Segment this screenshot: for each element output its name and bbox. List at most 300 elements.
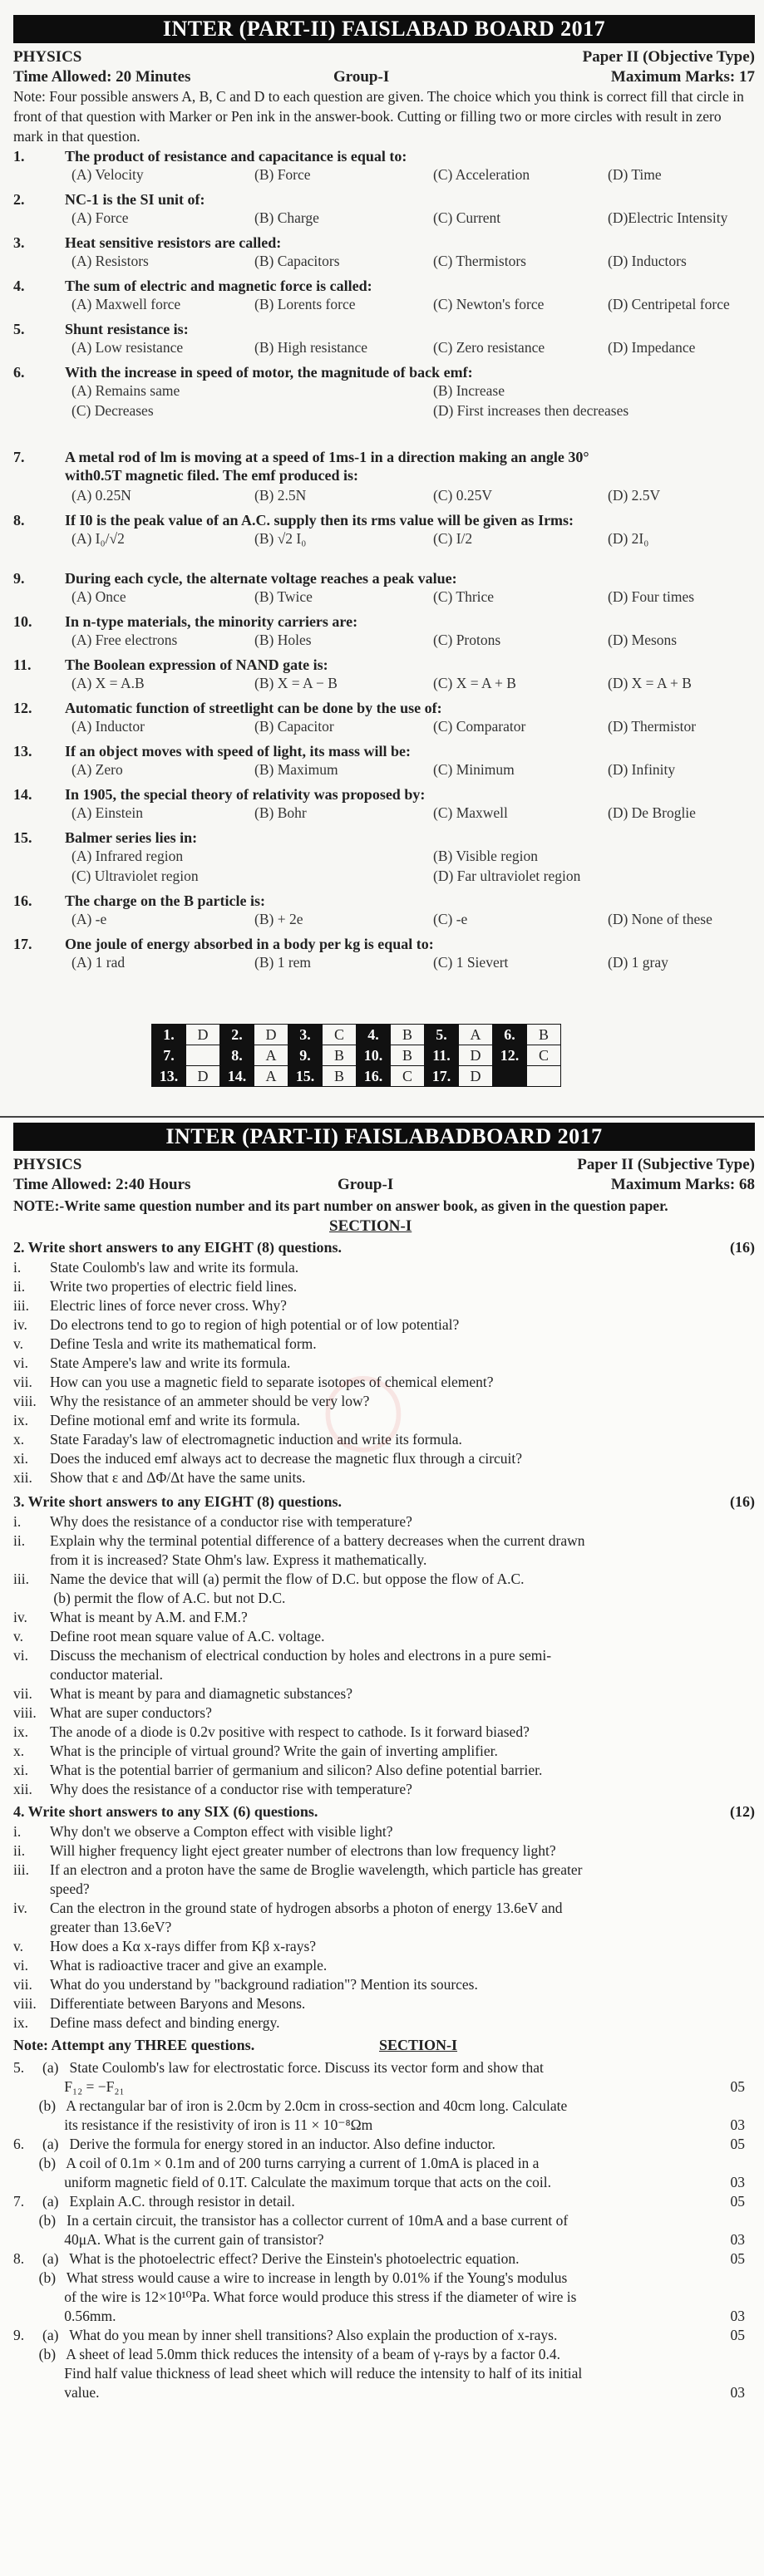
long-question-text: (b) In a certain circuit, the transistor has a collector current of 10mA and a base current of [13,2212,569,2229]
mcq-option: (C) Acceleration [433,166,530,183]
mcq-option: (C) Maxwell [433,804,508,821]
answer-key-letter: D [186,1025,220,1045]
mcq-option: (D) Thermistor [608,718,697,735]
answer-key-number: 16. [357,1066,391,1087]
long-question-line [13,2173,745,2192]
mcq-option: (D) Four times [608,588,695,605]
answer-key-letter [527,1066,561,1087]
item-text: speed? [50,1880,90,1897]
long-question-line [13,2077,745,2097]
mcq-option: (D) 2I₀ [608,530,649,547]
mcq-option: (D) De Broglie [608,804,696,821]
answer-key-letter: A [254,1066,288,1087]
question-number: 5. [13,321,25,337]
item-number: ix. [13,1723,28,1740]
item-number: viii. [13,1995,37,2012]
question-stem: In n-type materials, the minority carriers are: [65,613,358,630]
mcq-option: (D) Time [608,166,662,183]
answer-key-letter: B [323,1066,357,1087]
item-number: x. [13,1431,25,1448]
mcq-option: (C) Comparator [433,718,526,735]
long-question-line [13,2135,745,2154]
question-stem: Shunt resistance is: [65,321,189,337]
short-question-item [13,1316,459,1334]
question-heading-text: 3. Write short answers to any EIGHT (8) questions. [13,1493,343,1510]
answer-key-number: 17. [425,1066,459,1087]
item-text: Discuss the mechanism of electrical conduction by holes and electrons in a pure semi- [50,1647,552,1664]
item-number: iii. [13,1571,29,1587]
mcq-option: (B) High resistance [254,339,368,356]
question-number: 2. [13,191,25,208]
question-number: 3. [13,234,25,251]
mcq-option: (C) X = A + B [433,675,516,691]
mcq-option: (D) Inductors [608,253,687,269]
long-question-text: of the wire is 12×10¹⁰Pa. What force would produce this stress if the diameter of wire is [13,2288,577,2305]
item-number: xi. [13,1450,28,1467]
long-question-line [13,2230,745,2249]
watermark-graphic: ◯ [302,1354,416,1469]
question-heading [13,1803,755,1821]
mcq-option: (B) 1 rem [254,954,312,971]
item-number: ii. [13,1842,26,1859]
item-number: vi. [13,1354,28,1371]
short-question-item [13,1743,498,1760]
mcq-option: (B) Visible region [433,848,538,864]
item-text: The anode of a diode is 0.2v positive with respect to cathode. Is it forward biased? [50,1723,530,1740]
short-question-item [13,1450,522,1467]
question-stem: Balmer series lies in: [65,829,198,846]
long-question-text: 6. (a) Derive the formula for energy stored in an inductor. Also define inductor. [13,2136,495,2152]
mcq-option: (A) Inductor [71,718,145,735]
mcq-option: (D) Infinity [608,761,676,778]
long-question-text: 0.56mm. [13,2308,116,2324]
short-question-item [13,1393,369,1410]
mcq-option: (C) Newton's force [433,296,545,312]
item-number: x. [13,1743,25,1759]
item-number: v. [13,1335,23,1352]
short-question-item [13,1609,248,1626]
long-question-text: 40μA. What is the current gain of transistor? [13,2231,324,2248]
mcq-option: (B) 2.5N [254,487,307,504]
short-question-item [13,1469,306,1487]
long-question-text: uniform magnetic field of 0.1T. Calculate the maximum torque that acts on the coil. [13,2174,552,2190]
long-question-line [13,2383,745,2402]
item-text: Why the resistance of an ammeter should be very low? [50,1393,370,1409]
question-number: 13. [13,743,32,760]
mcq-option: (A) Force [71,209,129,226]
answer-key-letter [186,1045,220,1066]
item-number: vii. [13,1976,32,1993]
short-question-item [13,1571,525,1588]
item-text: Electric lines of force never cross. Why? [50,1297,287,1314]
item-text: Will higher frequency light eject greater number of electrons than low frequency light? [50,1842,556,1859]
question-number: 11. [13,656,32,673]
long-question-line [13,2154,745,2173]
item-number: xii. [13,1469,32,1486]
short-question-item [13,1976,478,1993]
answer-key-number: 10. [357,1045,391,1066]
item-text: State Faraday's law of electromagnetic induction and write its formula. [50,1431,462,1448]
short-question-item [13,1297,287,1315]
short-question-item [13,1354,290,1372]
short-question-item [13,1900,563,1917]
item-number: viii. [13,1393,37,1409]
question-stem: The charge on the B particle is: [65,892,265,909]
mcq-option: (A) 0.25N [71,487,131,504]
paper-label: Paper II (Objective Type) [582,48,755,66]
time-label: Time Allowed: 2:40 Hours [13,1176,191,1193]
time-label: Time Allowed: 20 Minutes [13,68,191,86]
long-question-marks: 03 [730,2384,745,2401]
mcq-option: (B) Lorents force [254,296,356,312]
answer-key-number: 1. [152,1025,186,1045]
long-question-line [13,2345,745,2364]
short-question-item [13,1995,305,2013]
mcq-option: (C) 1 Sievert [433,954,509,971]
mcq-option: (B) Holes [254,632,312,648]
item-number: ix. [13,2014,28,2031]
item-number: i. [13,1259,22,1276]
mcq-option: (C) -e [433,911,468,927]
mcq-option: (A) X = A.B [71,675,145,691]
section-2-heading: SECTION-I [379,2037,458,2053]
subjective-banner: INTER (PART-II) FAISLABADBOARD 2017 [13,1123,755,1151]
mcq-option: (A) Einstein [71,804,144,821]
short-question-item [13,1551,426,1569]
short-question-item [13,1823,393,1841]
mcq-option: (A) 1 rad [71,954,126,971]
item-text: What is the potential barrier of germanium and silicon? Also define potential barrier. [50,1762,543,1778]
long-question-marks: 03 [730,2174,745,2190]
item-number: ii. [13,1532,26,1549]
answer-key-row [152,1045,561,1066]
answer-key-number: 13. [152,1066,186,1087]
mcq-option: (C) 0.25V [433,487,492,504]
answer-key-table [151,1024,561,1087]
question-stem: The product of resistance and capacitance is equal to: [65,148,407,165]
question-stem: NC-1 is the SI unit of: [65,191,205,208]
long-question-text: (b) A coil of 0.1m × 0.1m and of 200 turns carrying a current of 1.0mA is placed in a [13,2155,540,2171]
item-number: iv. [13,1609,27,1625]
short-question-item [13,1704,212,1722]
mcq-option: (D) None of these [608,911,712,927]
subject-label: PHYSICS [13,48,82,66]
question-stem: A metal rod of lm is moving at a speed of 1ms-1 in a direction making an angle 30° [65,449,589,465]
marks-label: Maximum Marks: 17 [610,68,755,86]
answer-key-number: 8. [220,1045,254,1066]
long-question-marks: 05 [730,2136,745,2152]
short-question-item [13,1532,585,1550]
objective-section [0,0,764,1118]
item-text: What do you understand by "background radiation"? Mention its sources. [50,1976,478,1993]
mcq-option: (B) X = A − B [254,675,338,691]
mcq-option: (A) -e [71,911,107,927]
item-number: vi. [13,1957,28,1974]
mcq-option: (A) I₀/√2 [71,530,125,547]
item-number: iii. [13,1861,29,1878]
item-text: Define Tesla and write its mathematical form. [50,1335,317,1352]
item-text: Define mass defect and binding energy. [50,2014,280,2031]
question-stem: The sum of electric and magnetic force is called: [65,278,372,294]
item-text: Does the induced emf always act to decrease the magnetic flux through a circuit? [50,1450,523,1467]
short-question-item [13,1666,163,1684]
short-question-item [13,1412,300,1429]
paper-label: Paper II (Subjective Type) [577,1156,755,1173]
short-question-item [13,1762,542,1779]
short-question-item [13,1781,412,1798]
item-number: iii. [13,1297,29,1314]
short-question-item [13,1938,316,1955]
answer-key-letter: B [391,1045,425,1066]
short-question-item [13,1590,285,1607]
answer-key-number: 5. [425,1025,459,1045]
subjective-section: INTER (PART-II) FAISLABADBOARD 2017 PHYSICS Paper II (Subjective Type) Time Allowed: 2:40 Hours Group-I Maximum Marks: 68 NOTE:-Write same question number and its part number on answer book, as given in the question paper. SECTION-I 2. Write short answers to any EIGHT (8) questions. (16) i. State Coulomb's law and write its formula. ii. Write two properties of electric field lines. iii. Electric lines of force never cross. Why? iv. Do electrons tend to go to region of high potential or of low potential? v. Define Tesla and write its mathematical form. vi. State Ampere's law and write its formula. vii. How can you use a magnetic field to separate isotopes of chemical element? viii. Why the resistance of an ammeter should be very low? ix. Define motional emf and write its formula. x. State Faraday's law of electromagnetic induction and write its formula. xi. Does the induced emf always act to decrease the magnetic flux through a circuit? xii. Show that ε and ΔΦ/Δt have the same units. 3. Write short answers to any EIGHT (8) questions. (16) i. Why does the resistance of a conductor rise with temperature? ii. Explain why the terminal potential difference of a battery decreases when the current drawn from it is increased? State Ohm's law. Express it mathematically. iii. Name the device that will (a) permit the flow of D.C. but oppose the flow of A.C. (b) permit the flow of A.C. but not D.C. iv. What is meant by A.M. and F.M.? v. Define root mean square value of A.C. voltage. vi. Discuss the mechanism of electrical conduction by holes and electrons in a pure semi- conductor material. vii. What is meant by para and diamagnetic substances? viii. What are super conductors? ix. The anode of a diode is 0.2v positive with respect to cathode. Is it forward biased? x. What is the principle of virtual ground? Write the gain of inverting amplifier. xi. What is the potential barrier of germanium and silicon? Also define potential barrier. xii. Why does the resistance of a conductor rise with temperature? 4. Write short answers to any SIX (6) questions. (12) i. Why don't we observe a Compton effect with visible light? ii. Will higher frequency light eject greater number of electrons than low frequency light? iii. If an electron and a proton have the same de Broglie wavelength, which particle has greater speed? iv. Can the electron in the ground state of hydrogen absorbs a photon of energy 13.6eV and greater than 13.6eV? v. How does a Kα x-rays differ from Kβ x-rays? vi. What is radioactive tracer and give an example. vii. What do you understand by "background radiation"? Mention its sources. viii. Differentiate between Baryons and Mesons. ix. Define mass defect and binding energy. Note: Attempt any THREE questions. SECTION-I 5. (a) State Coulomb's law for electrostatic force. Discuss its vector form and show that F₁₂ = −F₂₁ 05 (b) A rectangular bar of iron is 2.0cm by 2.0cm in cross-section and 40cm long. Calculate its resistance if the resistivity of iron is 11 × 10⁻⁸Ωm 03 6. (a) Derive the formula for energy stored in an inductor. Also define inductor. 05 (b) A coil of 0.1m × 0.1m and of 200 turns carrying a current of 1.0mA is placed in a uniform magnetic field of 0.1T. Calculate the maximum torque that acts on the coil. 03 7. (a) Explain A.C. through resistor in detail. 05 (b) In a certain circuit, the transistor has a collector current of 10mA and a base current of 40μA. What is the current gain of transistor? 03 8. (a) What is the photoelectric effect? Derive the Einstein's photoelectric equation. 05 (b) What stress would cause a wire to increase in length by 0.01% if the Young's modulus of the wire is 12×10¹⁰Pa. What force would produce this stress if the diameter of wire is 0.56mm. 03 9. (a) What do you mean by inner shell transitions? Also explain the production of x-rays. 05 (b) A sheet of lead 5.0mm thick reduces the intensity of a beam of γ-rays by a factor 0.4. Find half value thickness of lead sheet which will reduce the intensity to half of its initial value. 03 ◯ [0,1118,764,2576]
item-text: from it is increased? State Ohm's law. Express it mathematically. [50,1551,427,1568]
mcq-option: (B) Maximum [254,761,338,778]
item-text: Show that ε and ΔΦ/Δt have the same units. [50,1469,306,1486]
item-text: Explain why the terminal potential difference of a battery decreases when the current drawn [50,1532,585,1549]
long-question-line [13,2211,745,2230]
mcq-option: (C) Decreases [71,402,154,419]
mcq-option: (C) Thermistors [433,253,526,269]
item-text: If an electron and a proton have the same de Broglie wavelength, which particle has greater [50,1861,583,1878]
note-text: Note: Attempt any THREE questions. [13,2037,255,2053]
objective-note: Note: Four possible answers A, B, C and D to each question are given. The choice which you think is correct fill that circle in front of that question with Marker or Pen ink in the answer-book. Cutting or filling two or more circles with result in zero mark in that question. [13,88,744,145]
objective-banner: INTER (PART-II) FAISLABAD BOARD 2017 [13,15,755,43]
question-stem: With the increase in speed of motor, the magnitude of back emf: [65,364,473,381]
answer-key-number [493,1066,527,1087]
answer-key-letter: D [254,1025,288,1045]
marks-label: Maximum Marks: 68 [610,1176,755,1193]
question-number: 12. [13,700,32,716]
mcq-option: (B) Force [254,166,311,183]
long-question-line [13,2058,745,2077]
answer-key-letter: B [391,1025,425,1045]
item-text: conductor material. [50,1666,164,1683]
mcq-option: (D) Far ultraviolet region [433,868,581,884]
answer-key-number: 3. [288,1025,323,1045]
answer-key-letter: B [323,1045,357,1066]
item-number: v. [13,1628,23,1644]
short-question-item [13,1861,582,1879]
long-question-marks: 05 [730,2250,745,2267]
long-question-line [13,2307,745,2326]
short-question-item [13,1335,317,1353]
question-number: 16. [13,892,32,909]
short-question-item [13,1431,462,1448]
item-text: Why does the resistance of a conductor rise with temperature? [50,1781,412,1797]
long-question-line [13,2326,745,2345]
mcq-option: (B) Increase [433,382,505,399]
long-question-marks: 03 [730,2231,745,2248]
question-heading-text: 2. Write short answers to any EIGHT (8) questions. [13,1239,343,1256]
question-marks: (12) [730,1803,755,1820]
item-text: Why does the resistance of a conductor rise with temperature? [50,1513,412,1530]
question-stem: If I0 is the peak value of an A.C. supply then its rms value will be given as Irms: [65,512,574,528]
long-question-marks: 05 [730,2078,745,2095]
item-text: Define motional emf and write its formula. [50,1412,300,1428]
question-heading [13,1239,755,1256]
item-text: What is radioactive tracer and give an example. [50,1957,328,1974]
item-text: How does a Kα x-rays differ from Kβ x-rays? [50,1938,317,1954]
long-question-text: its resistance if the resistivity of iron is 11 × 10⁻⁸Ωm [13,2116,373,2133]
short-question-item [13,1628,324,1645]
mcq-option: (B) Capacitor [254,718,334,735]
long-question-line [13,2116,745,2135]
mcq-option: (A) Free electrons [71,632,178,648]
mcq-option: (C) Minimum [433,761,515,778]
mcq-option: (B) Bohr [254,804,307,821]
long-questions-note [13,2037,755,2054]
short-question-item [13,1647,551,1664]
item-text: Define root mean square value of A.C. voltage. [50,1628,325,1644]
mcq-option: (C) Zero resistance [433,339,545,356]
question-number: 17. [13,936,32,952]
answer-key-letter: C [391,1066,425,1087]
long-question-marks: 05 [730,2193,745,2210]
item-number: ix. [13,1412,28,1428]
item-text: Can the electron in the ground state of hydrogen absorbs a photon of energy 13.6eV and [50,1900,563,1916]
mcq-option: (D)Electric Intensity [608,209,728,226]
mcq-option: (B) √2 I₀ [254,530,307,547]
short-question-item [13,1957,327,1974]
item-text: What is meant by para and diamagnetic substances? [50,1685,352,1702]
long-question-line [13,2269,745,2288]
long-question-line [13,2097,745,2116]
item-text: (b) permit the flow of A.C. but not D.C. [50,1590,286,1606]
mcq-option: (A) Maxwell force [71,296,181,312]
mcq-option: (C) Current [433,209,501,226]
question-number: 9. [13,570,25,587]
long-question-text: 7. (a) Explain A.C. through resistor in detail. [13,2193,295,2210]
question-number: 4. [13,278,25,294]
mcq-option: (A) Low resistance [71,339,184,356]
item-number: xii. [13,1781,32,1797]
question-marks: (16) [730,1493,755,1510]
short-question-item [13,1723,530,1741]
mcq-option: (B) Charge [254,209,319,226]
item-number: xi. [13,1762,28,1778]
item-number: i. [13,1823,22,1840]
question-stem: Automatic function of streetlight can be done by the use of: [65,700,442,716]
mcq-option: (C) Protons [433,632,501,648]
long-question-marks: 05 [730,2327,745,2343]
short-question-item [13,1374,494,1391]
mcq-option: (B) Twice [254,588,313,605]
question-number: 7. [13,449,25,465]
long-question-text: F₁₂ = −F₂₁ [13,2078,125,2095]
mcq-option: (C) Ultraviolet region [71,868,199,884]
mcq-option: (A) Resistors [71,253,149,269]
answer-key-number: 4. [357,1025,391,1045]
answer-key-letter: A [254,1045,288,1066]
mcq-option: (A) Infrared region [71,848,184,864]
mcq-option: (D) 2.5V [608,487,661,504]
mcq-option: (D) Impedance [608,339,696,356]
answer-key-number: 6. [493,1025,527,1045]
question-stem: One joule of energy absorbed in a body per kg is equal to: [65,936,434,952]
item-text: State Ampere's law and write its formula. [50,1354,291,1371]
answer-key-letter: D [186,1066,220,1087]
item-text: Differentiate between Baryons and Mesons. [50,1995,306,2012]
question-heading [13,1493,755,1511]
mcq-option: (A) Velocity [71,166,144,183]
question-marks: (16) [730,1239,755,1256]
mcq-option: (A) Once [71,588,126,605]
long-question-line [13,2249,745,2269]
item-number: ii. [13,1278,26,1295]
answer-key-letter: D [459,1066,493,1087]
mcq-option: (D) Mesons [608,632,678,648]
item-number: iv. [13,1900,27,1916]
question-number: 6. [13,364,25,381]
long-question-marks: 03 [730,2116,745,2133]
mcq-option: (A) Remains same [71,382,180,399]
question-stem: If an object moves with speed of light, its mass will be: [65,743,411,760]
question-stem: The Boolean expression of NAND gate is: [65,656,328,673]
item-text: How can you use a magnetic field to separate isotopes of chemical element? [50,1374,494,1390]
mcq-option: (D) 1 gray [608,954,668,971]
answer-key-letter: B [527,1025,561,1045]
answer-key-number: 15. [288,1066,323,1087]
question-stem-continued: with0.5T magnetic filed. The emf produced is: [65,467,359,484]
long-question-marks: 03 [730,2308,745,2324]
answer-key-number: 2. [220,1025,254,1045]
answer-key-letter: C [323,1025,357,1045]
item-text: Why don't we observe a Compton effect with visible light? [50,1823,393,1840]
short-question-item [13,1513,412,1531]
item-text: State Coulomb's law and write its formula. [50,1259,299,1276]
item-number: i. [13,1513,22,1530]
short-question-item [13,1685,352,1703]
item-number: vi. [13,1647,28,1664]
item-text: Do electrons tend to go to region of high potential or of low potential? [50,1316,460,1333]
answer-key-letter: A [459,1025,493,1045]
item-text: What is meant by A.M. and F.M.? [50,1609,248,1625]
item-number: vii. [13,1685,32,1702]
group-label: Group-I [338,1176,394,1193]
mcq-option: (B) + 2e [254,911,303,927]
item-number: v. [13,1938,23,1954]
mcq-option: (D) Centripetal force [608,296,730,312]
answer-key-row [152,1066,561,1087]
long-question-line [13,2364,745,2383]
item-number: viii. [13,1704,37,1721]
question-stem: During each cycle, the alternate voltage reaches a peak value: [65,570,457,587]
long-question-text: (b) A sheet of lead 5.0mm thick reduces the intensity of a beam of γ-rays by a factor 0.4. [13,2346,560,2362]
long-question-text: value. [13,2384,100,2401]
answer-key-number: 11. [425,1045,459,1066]
question-number: 10. [13,613,32,630]
answer-key-number: 14. [220,1066,254,1087]
answer-key-letter: C [527,1045,561,1066]
mcq-option: (D) X = A + B [608,675,692,691]
subjective-note: NOTE:-Write same question number and its part number on answer book, as given in the question paper. [13,1197,668,1214]
long-question-text: 9. (a) What do you mean by inner shell transitions? Also explain the production of x-rays. [13,2327,558,2343]
answer-key-number: 7. [152,1045,186,1066]
item-number: iv. [13,1316,27,1333]
mcq-option: (A) Zero [71,761,123,778]
answer-key-row [152,1025,561,1045]
mcq-option: (C) Thrice [433,588,495,605]
mcq-option: (D) First increases then decreases [433,402,629,419]
group-label: Group-I [333,68,390,86]
item-text: Write two properties of electric field lines. [50,1278,298,1295]
item-text: What are super conductors? [50,1704,212,1721]
long-question-text: (b) What stress would cause a wire to increase in length by 0.01% if the Young's modulus [13,2269,568,2286]
question-number: 14. [13,786,32,803]
subject-label: PHYSICS [13,1156,82,1173]
